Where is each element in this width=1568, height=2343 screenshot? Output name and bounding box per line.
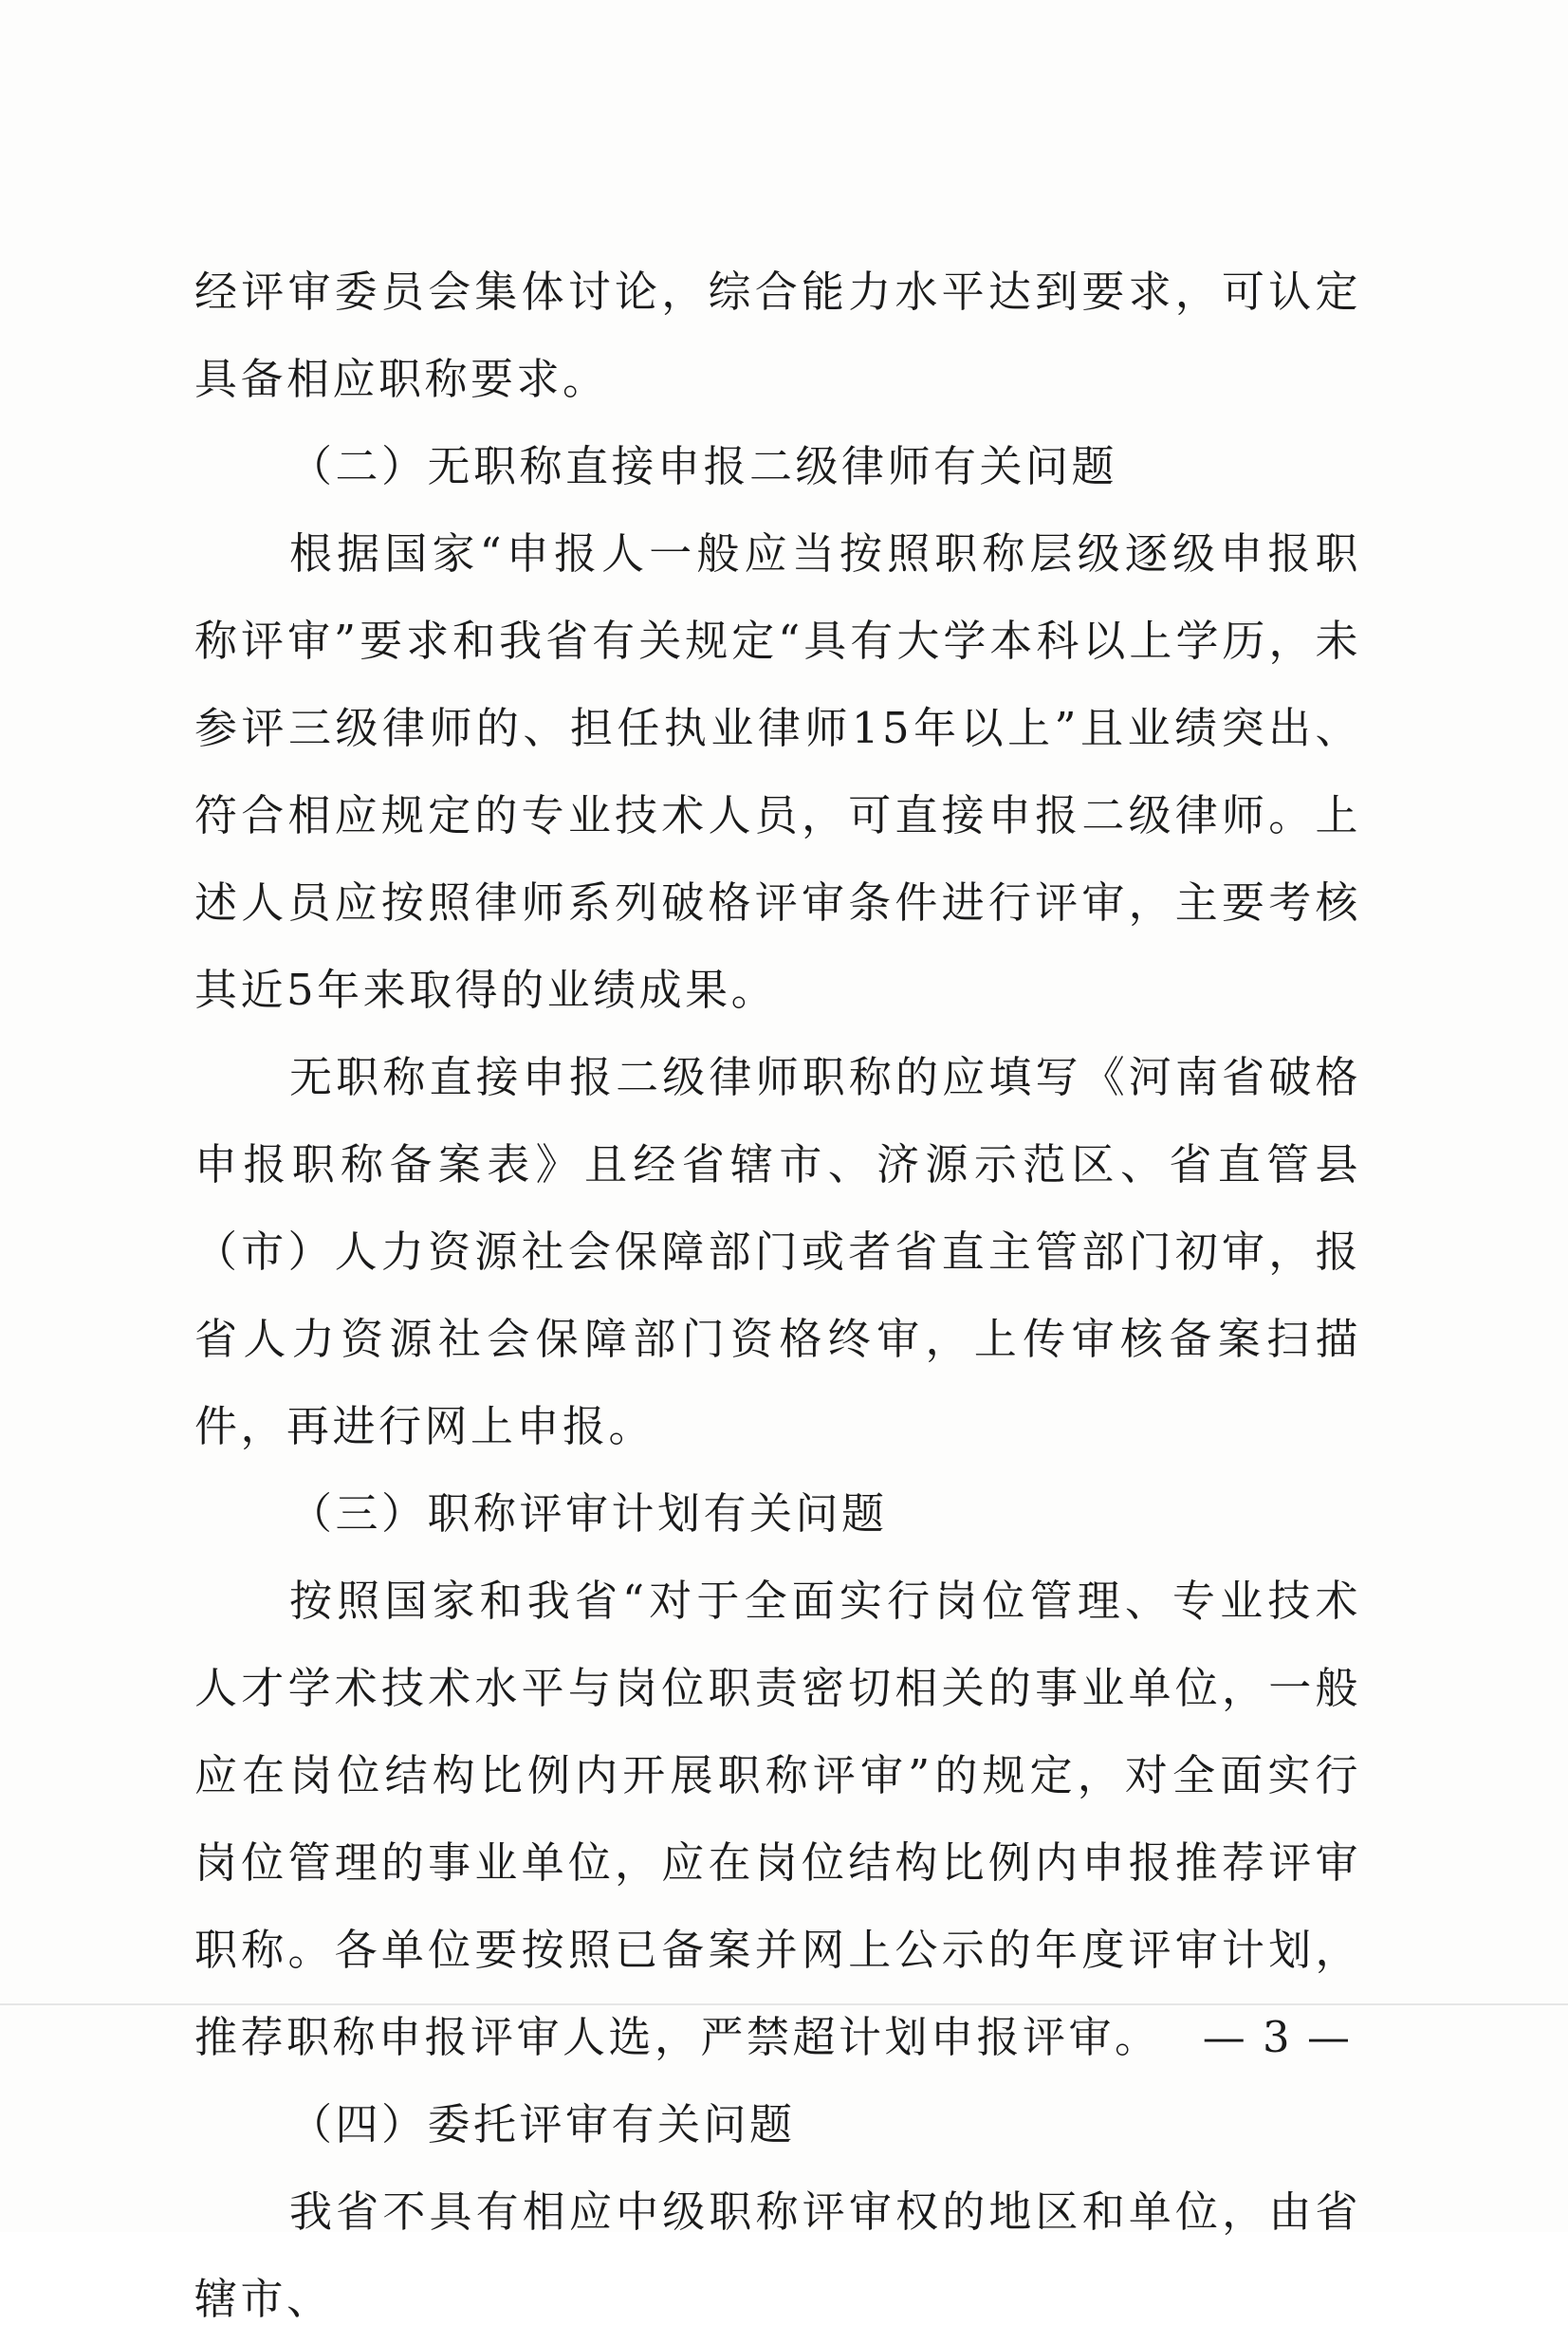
paragraph-entrusted-evaluation: 我省不具有相应中级职称评审权的地区和单位，由省辖市、 bbox=[194, 2186, 1361, 2324]
paragraph-lawyer-application: 根据国家“申报人一般应当按照职称层级逐级申报职称评审”要求和我省有关规定“具有大学本科以上学历，未参评三级律师的、担任执业律师15年以上”且业绩突出、符合相应规定的专业技术人员，可直接申报二级律师。上述人员应按照律师系列破格评审条件进行评审，主要考核其近5年来取得的业绩成果。 bbox=[194, 528, 1361, 1015]
section-heading-4: （四）委托评审有关问题 bbox=[289, 2099, 796, 2149]
page-number: — 3 — bbox=[1202, 2012, 1352, 2062]
section-heading-2: （二）无职称直接申报二级律师有关问题 bbox=[289, 441, 1118, 491]
paragraph-evaluation-plan: 按照国家和我省“对于全面实行岗位管理、专业技术人才学术技术水平与岗位职责密切相关的事业单位，一般应在岗位结构比例内开展职称评审”的规定，对全面实行岗位管理的事业单位，应在岗位结构比例内申报推荐评审职称。各单位要按照已备案并网上公示的年度评审计划，推荐职称申报评审人选，严禁超计划申报评审。 bbox=[194, 1576, 1361, 2062]
footer-divider bbox=[0, 2003, 1568, 2005]
paragraph-filing-procedure: 无职称直接申报二级律师职称的应填写《河南省破格申报职称备案表》且经省辖市、济源示范区、省直管县（市）人力资源社会保障部门或者省直主管部门初审，报省人力资源社会保障部门资格终审，上传审核备案扫描件，再进行网上申报。 bbox=[194, 1052, 1361, 1451]
section-heading-3: （三）职称评审计划有关问题 bbox=[289, 1488, 888, 1539]
document-body bbox=[194, 249, 1361, 2343]
paragraph-continuation: 经评审委员会集体讨论，综合能力水平达到要求，可认定具备相应职称要求。 bbox=[194, 267, 1361, 404]
